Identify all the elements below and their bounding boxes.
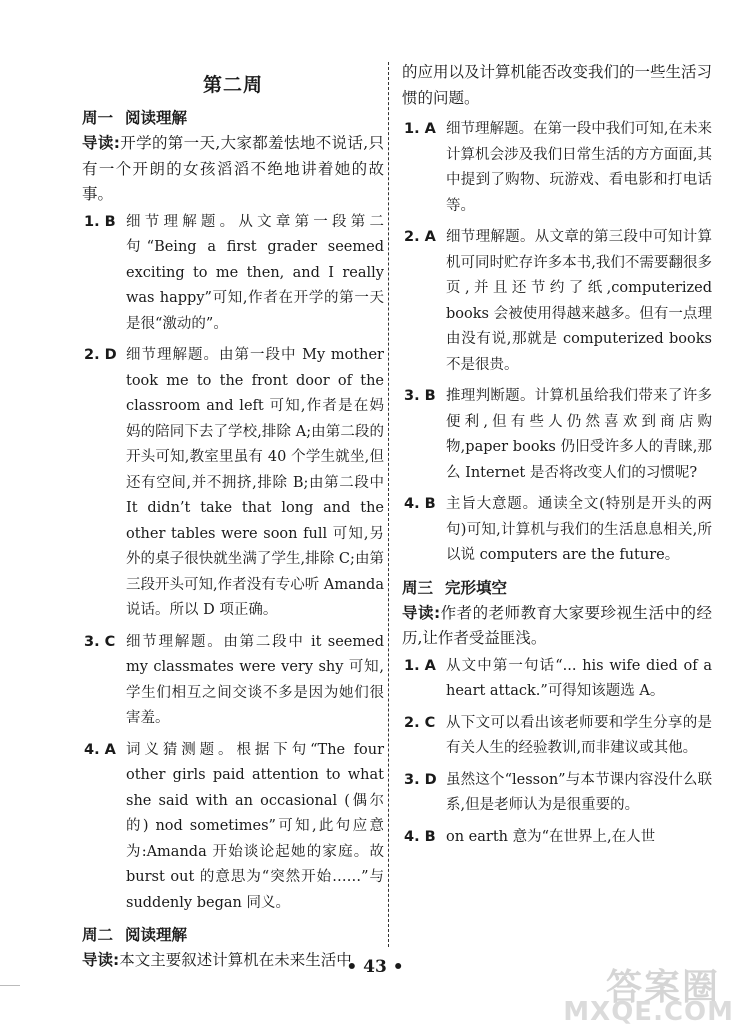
answer-explanation: 从文中第一句话“... his wife died of a heart attack.”可得知该题选 A。 — [446, 657, 712, 699]
answer-item — [402, 654, 712, 705]
answer-item — [82, 630, 384, 732]
section-heading-wednesday — [402, 575, 712, 601]
section-day: 周二 — [82, 926, 114, 944]
left-column — [82, 60, 384, 976]
answer-number: 1. B — [84, 213, 116, 230]
answer-explanation: 细节理解题。由第二段中 it seemed my classmates were very shy 可知,学生们相互之间交谈不多是因为她们很害羞。 — [126, 633, 384, 726]
answer-explanation: 推理判断题。计算机虽给我们带来了许多便利,但有些人仍然喜欢到商店购物,paper books 仍旧受许多人的青睐,那么 Internet 是否将改变人们的习惯呢? — [446, 388, 712, 481]
answer-explanation: 细节理解题。由第一段中 My mother took me to the front door of the classroom and left 可知,作者是在妈妈的陪同下去了学校,排除 A;由第二段的开头可知,教室里虽有 40 个学生就坐,但还有空间,并不拥挤,排除 B;由第二段中 It didn’t take that long and the other tables were soon full 可知,另外的桌子很快就坐满了学生,排除 C;由第三段开头可知,作者没有专心听 Amanda 说话。所以 D 项正确。 — [126, 347, 384, 618]
intro-tag: 导读: — [402, 603, 441, 622]
page-number: • 43 • — [346, 957, 404, 977]
page-edge-mark — [0, 985, 20, 986]
answer-item — [82, 343, 384, 624]
answer-number: 3. B — [404, 388, 436, 404]
answer-item — [82, 738, 384, 917]
answer-item — [402, 711, 712, 762]
answer-number: 4. A — [84, 741, 116, 758]
week-title: 第二周 — [202, 74, 263, 96]
section-heading-monday — [82, 105, 384, 131]
answer-item — [82, 210, 384, 338]
section-heading-tuesday — [82, 922, 384, 948]
answer-item — [402, 768, 712, 819]
answer-explanation: 虽然这个“lesson”与本节课内容没什么联系,但是老师认为是很重要的。 — [446, 771, 712, 813]
column-divider — [388, 62, 389, 947]
intro-text: 本文主要叙述计算机在未来生活中 — [119, 951, 352, 969]
intro-monday — [82, 131, 384, 208]
answer-number: 1. A — [404, 657, 436, 674]
answer-number: 2. C — [404, 714, 436, 731]
section-title: 阅读理解 — [125, 109, 188, 127]
answer-explanation: 细节理解题。从文章第一段第二句“Being a first grader seemed exciting to me then, and I really was happy”可知,作者在开学的第一天是很“激动的”。 — [126, 213, 384, 332]
intro-tag: 导读: — [82, 134, 120, 152]
section-title: 完形填空 — [445, 578, 508, 597]
answer-number: 2. A — [404, 229, 436, 245]
answer-item — [402, 225, 712, 378]
intro-tag: 导读: — [82, 951, 120, 969]
answer-item — [402, 492, 712, 569]
watermark-logo-text: 答案圈 — [605, 967, 720, 1008]
intro-text: 作者的老师教育大家要珍视生活中的经历,让作者受益匪浅。 — [402, 603, 712, 647]
answer-number: 2. D — [84, 347, 117, 363]
answer-explanation: on earth 意为“在世界上,在人世 — [446, 828, 656, 845]
answer-number: 1. A — [404, 121, 436, 137]
intro-text: 开学的第一天,大家都羞怯地不说话,只有一个开朗的女孩滔滔不绝地讲着她的故事。 — [82, 134, 385, 203]
answer-item — [402, 117, 712, 219]
answer-item — [402, 825, 712, 851]
intro-wednesday — [402, 601, 712, 652]
answer-explanation: 细节理解题。从文章的第三段中可知计算机可同时贮存许多本书,我们不需要翻很多页,并且还节约了纸,computerized books 会被使用得越来越多。但有一点理由没有说,那就是 computerized books 不是很贵。 — [446, 229, 712, 373]
watermark-url: MXQE.COM — [563, 997, 734, 1027]
right-column — [402, 60, 712, 856]
answer-number: 3. C — [84, 633, 116, 650]
answer-explanation: 细节理解题。在第一段中我们可知,在未来计算机会涉及我们日常生活的方方面面,其中提到了购物、玩游戏、看电影和打电话等。 — [446, 121, 712, 214]
answer-item — [402, 384, 712, 486]
answer-number: 4. B — [404, 496, 436, 512]
site-watermark — [563, 957, 740, 1027]
intro-tuesday-continued: 的应用以及计算机能否改变我们的一些生活习惯的问题。 — [402, 63, 713, 107]
answer-explanation: 词义猜测题。根据下句“The four other girls paid attention to what she said with an occasional (偶尔的) nod sometimes”可知,此句应意为:Amanda 开始谈论起她的家庭。故 burst out 的意思为“突然开始……”与 suddenly began 同义。 — [126, 741, 384, 911]
section-day: 周三 — [402, 578, 434, 597]
answer-number: 4. B — [404, 828, 436, 845]
answer-number: 3. D — [404, 771, 437, 788]
answer-explanation: 从下文可以看出该老师要和学生分享的是有关人生的经验教训,而非建议或其他。 — [446, 714, 712, 756]
section-title: 阅读理解 — [125, 926, 188, 944]
answer-explanation: 主旨大意题。通读全文(特别是开头的两句)可知,计算机与我们的生活息息相关,所以说 computers are the future。 — [446, 496, 712, 563]
section-day: 周一 — [82, 109, 114, 127]
